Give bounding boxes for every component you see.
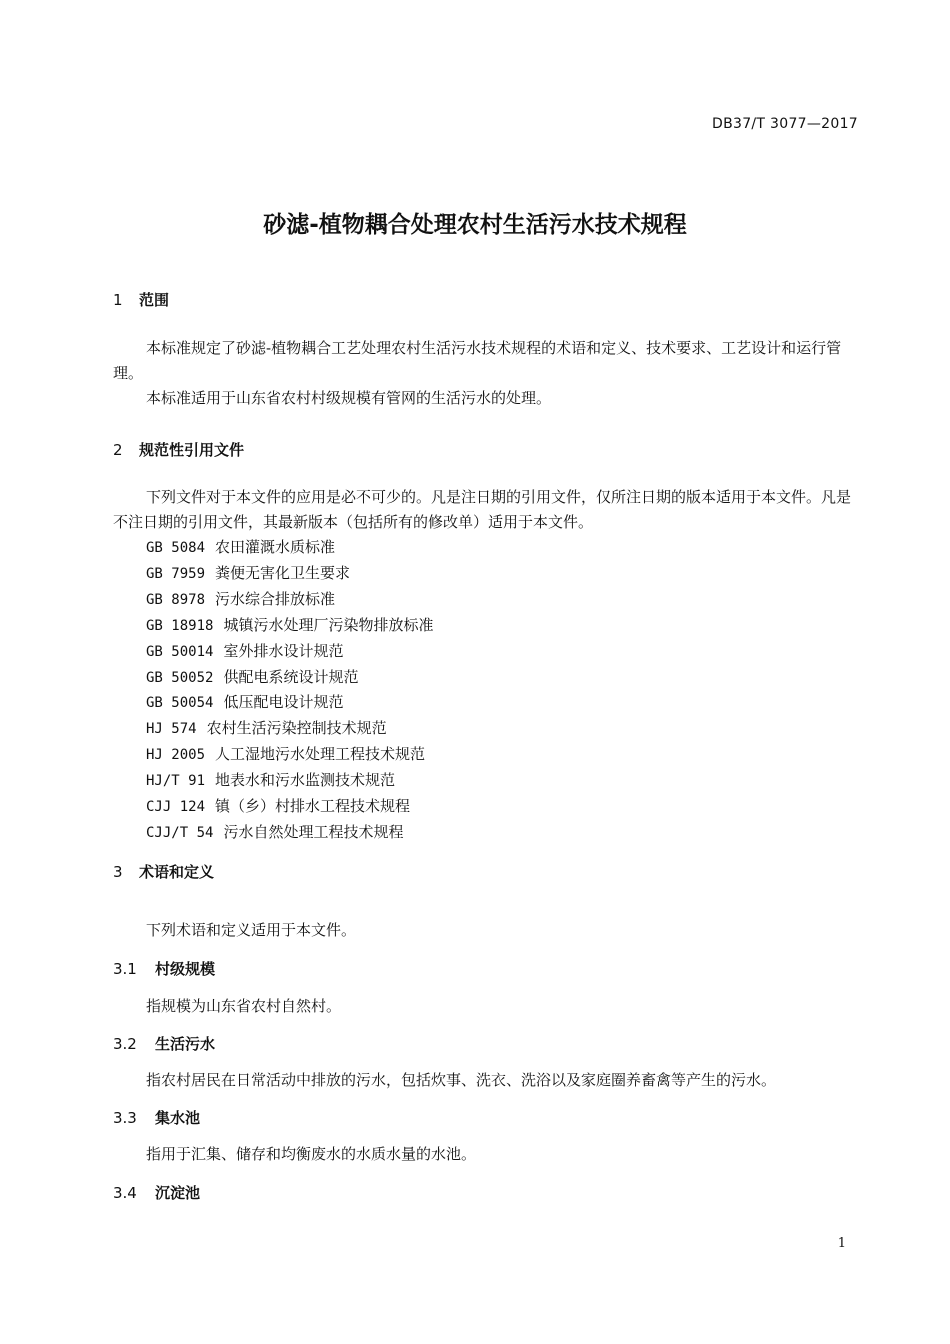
term-heading-3-1 xyxy=(113,958,215,979)
reference-item xyxy=(146,768,433,794)
section-title: 规范性引用文件 xyxy=(139,441,245,459)
term-number: 3.2 xyxy=(113,1035,137,1053)
reference-title: 污水综合排放标准 xyxy=(215,589,336,608)
term-title: 沉淀池 xyxy=(155,1184,201,1202)
reference-item xyxy=(146,716,433,742)
reference-item xyxy=(146,820,433,846)
reference-code: GB 50054 xyxy=(146,695,214,712)
reference-item xyxy=(146,613,433,639)
reference-item xyxy=(146,561,433,587)
section-number: 2 xyxy=(113,441,123,459)
references-intro: 下列文件对于本文件的应用是必不可少的。凡是注日期的引用文件，仅所注日期的版本适用于本文件。凡是不注日期的引用文件，其最新版本（包括所有的修改单）适用于本文件。 xyxy=(113,488,852,531)
reference-title: 城镇污水处理厂污染物排放标准 xyxy=(223,615,434,634)
term-number: 3.3 xyxy=(113,1109,137,1127)
reference-code: HJ/T 91 xyxy=(146,773,206,790)
term-title: 生活污水 xyxy=(155,1035,216,1053)
term-heading-3-2 xyxy=(113,1033,215,1054)
reference-title: 农田灌溉水质标准 xyxy=(215,538,336,556)
document-title: 砂滤-植物耦合处理农村生活污水技术规程 xyxy=(263,212,687,238)
section-1-heading xyxy=(113,289,169,310)
reference-title: 低压配电设计规范 xyxy=(223,693,344,712)
terms-intro: 下列术语和定义适用于本文件。 xyxy=(146,921,357,939)
reference-title: 供配电系统设计规范 xyxy=(223,667,359,686)
scope-paragraph-1: 本标准规定了砂滤-植物耦合工艺处理农村生活污水技术规程的术语和定义、技术要求、工艺设计和运行管理。 xyxy=(113,339,842,382)
term-heading-3-3 xyxy=(113,1107,200,1128)
reference-code: GB 50014 xyxy=(146,643,214,660)
reference-code: GB 8978 xyxy=(146,591,206,608)
reference-item xyxy=(146,639,433,665)
reference-list xyxy=(146,535,433,846)
term-definition-3-2: 指农村居民在日常活动中排放的污水，包括炊事、洗衣、洗浴以及家庭圈养畜禽等产生的污水。 xyxy=(146,1071,777,1089)
section-number: 1 xyxy=(113,291,123,309)
reference-item xyxy=(146,742,433,768)
reference-title: 地表水和污水监测技术规范 xyxy=(215,771,396,790)
reference-title: 粪便无害化卫生要求 xyxy=(215,563,351,582)
term-title: 集水池 xyxy=(155,1109,201,1127)
reference-item xyxy=(146,690,433,716)
section-3-heading xyxy=(113,861,214,882)
reference-title: 镇（乡）村排水工程技术规程 xyxy=(215,797,411,816)
reference-code: HJ 574 xyxy=(146,721,197,738)
reference-code: GB 50052 xyxy=(146,669,214,686)
term-title: 村级规模 xyxy=(155,960,216,978)
reference-title: 污水自然处理工程技术规程 xyxy=(223,822,404,841)
reference-item xyxy=(146,794,433,820)
reference-item xyxy=(146,587,433,613)
reference-code: GB 7959 xyxy=(146,565,206,582)
term-definition-3-1: 指规模为山东省农村自然村。 xyxy=(146,997,342,1015)
section-number: 3 xyxy=(113,863,123,881)
document-code: DB37/T 3077—2017 xyxy=(712,116,858,132)
term-number: 3.1 xyxy=(113,960,137,978)
page-number: 1 xyxy=(837,1236,846,1251)
section-2-heading xyxy=(113,439,244,460)
reference-code: HJ 2005 xyxy=(146,747,206,764)
reference-code: CJJ/T 54 xyxy=(146,824,214,841)
reference-code: CJJ 124 xyxy=(146,799,206,816)
reference-code: GB 5084 xyxy=(146,540,206,556)
reference-item xyxy=(146,535,433,561)
reference-title: 农村生活污染控制技术规范 xyxy=(206,719,387,738)
section-title: 范围 xyxy=(139,291,170,309)
term-number: 3.4 xyxy=(113,1184,137,1202)
reference-title: 人工湿地污水处理工程技术规范 xyxy=(215,745,426,764)
reference-title: 室外排水设计规范 xyxy=(223,641,344,660)
term-definition-3-3: 指用于汇集、储存和均衡废水的水质水量的水池。 xyxy=(146,1145,477,1163)
reference-code: GB 18918 xyxy=(146,617,214,634)
scope-paragraph-2: 本标准适用于山东省农村村级规模有管网的生活污水的处理。 xyxy=(146,389,552,407)
term-heading-3-4 xyxy=(113,1182,200,1203)
reference-item xyxy=(146,665,433,691)
section-title: 术语和定义 xyxy=(139,863,215,881)
